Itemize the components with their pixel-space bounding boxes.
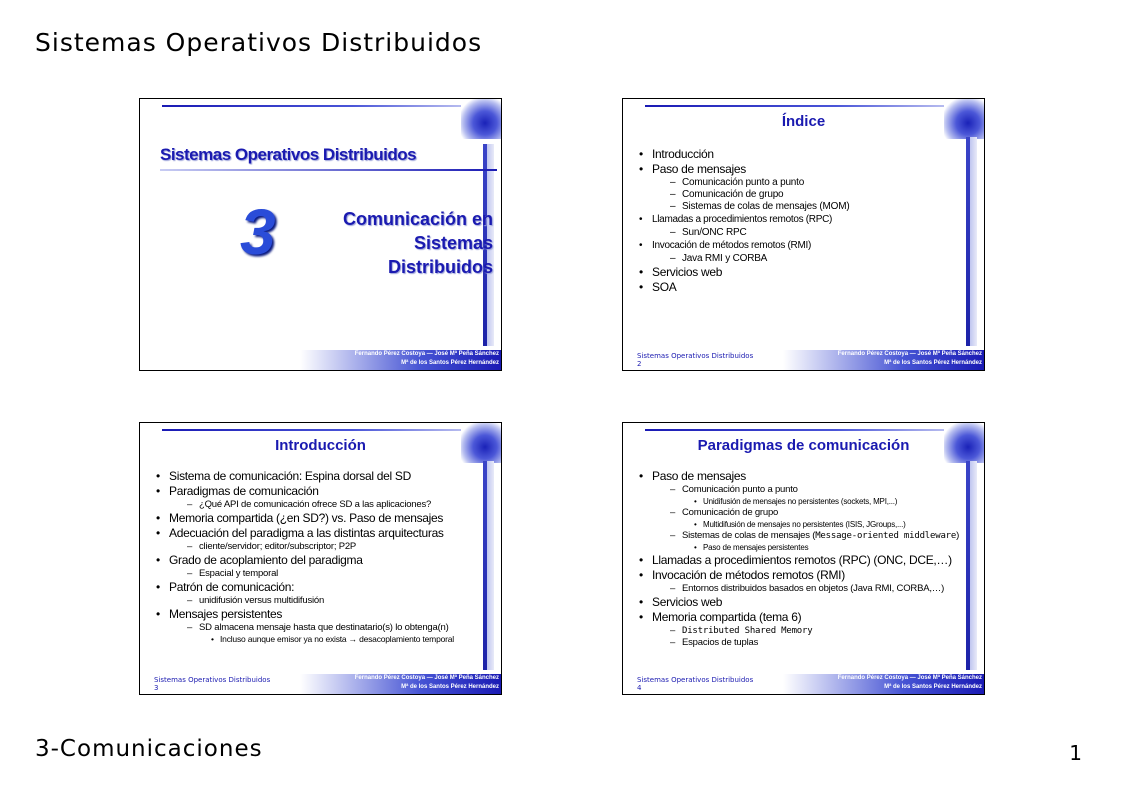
- sub-list: [169, 499, 454, 511]
- authors-line: Fernando Pérez Costoya — José Mª Peña Sánchez: [354, 675, 499, 681]
- term-text: Message-oriented middleware: [815, 531, 957, 541]
- authors-line: Mª de los Santos Pérez Hernández: [884, 360, 982, 366]
- sub-list-item: – Java RMI y CORBA: [670, 253, 850, 265]
- list-item: • Paso de mensajes – Comunicación punto a punto • Unidifusión de mensajes no persistentes (sockets, MPI,...) – Comunicación de grupo • Multidifusión de mensajes no persistentes (ISIS, JGroups,...) – Sistemas de colas de mensajes (Message-oriented middleware) • Paso de mensajes persistentes: [637, 469, 959, 553]
- sub-sub-list-item: • Unidifusión de mensajes no persistentes (sockets, MPI,...): [694, 496, 959, 507]
- page-title: Sistemas Operativos Distribuidos: [35, 28, 483, 57]
- course-name: Sistemas Operativos Distribuidos: [637, 352, 754, 360]
- subtitle-line: Sistemas: [413, 233, 493, 253]
- sub-sub-list: [682, 519, 959, 530]
- sub-list-item: – Comunicación de grupo: [670, 189, 850, 201]
- slide-top-line: [162, 105, 479, 107]
- slide-2-title: Índice: [781, 113, 826, 130]
- slide-footer-course: [637, 676, 753, 692]
- sub-list-item: – SD almacena mensaje hasta que destinatario(s) lo obtenga(n) • Incluso aunque emisor ya no exista → desacoplamiento temporal: [187, 622, 454, 645]
- index-list: [637, 147, 850, 295]
- list-item: • Patrón de comunicación: – unidifusión versus multidifusión: [154, 580, 454, 607]
- list-item: • Memoria compartida (¿en SD?) vs. Paso de mensajes: [154, 511, 454, 526]
- sub-sub-list: [682, 496, 959, 507]
- term-text: Distributed Shared Memory: [682, 626, 813, 636]
- page-number: 1: [1069, 741, 1082, 765]
- slide-1-subtitle: [343, 207, 493, 279]
- sub-list-item: – Sistemas de colas de mensajes (Message-oriented middleware) • Paso de mensajes persistentes: [670, 530, 959, 553]
- list-item: • Sistema de comunicación: Espina dorsal del SD: [154, 469, 454, 484]
- sub-list-item: [670, 625, 959, 637]
- course-name: Sistemas Operativos Distribuidos: [637, 676, 754, 684]
- authors-line: Fernando Pérez Costoya — José Mª Peña Sánchez: [354, 351, 499, 357]
- slide-3-thumbnail[interactable]: [139, 422, 502, 695]
- sub-list-item: – Sun/ONC RPC: [670, 227, 850, 239]
- list-item: • Llamadas a procedimientos remotos (RPC) – Sun/ONC RPC: [637, 213, 850, 239]
- list-item: • Paradigmas de comunicación – ¿Qué API de comunicación ofrece SD a las aplicaciones?: [154, 484, 454, 511]
- slide-footer-course: [637, 352, 753, 368]
- authors-line: Fernando Pérez Costoya — José Mª Peña Sánchez: [837, 675, 982, 681]
- sub-list: [169, 595, 454, 607]
- sub-list-item: – Espacial y temporal: [187, 568, 454, 580]
- list-item: • Adecuación del paradigma a las distintas arquitecturas – cliente/servidor; editor/subscriptor; P2P: [154, 526, 454, 553]
- list-item: • Invocación de métodos remotos (RMI) – Entornos distribuidos basados en objetos (Java RMI, CORBA,…): [637, 568, 959, 595]
- list-item: • Invocación de métodos remotos (RMI) – Java RMI y CORBA: [637, 239, 850, 265]
- slide-4-thumbnail[interactable]: [622, 422, 985, 695]
- authors-line: Mª de los Santos Pérez Hernández: [884, 684, 982, 690]
- authors-line: Mª de los Santos Pérez Hernández: [401, 684, 499, 690]
- right-bar-light: [970, 137, 977, 346]
- slide-number: 2: [637, 360, 642, 368]
- list-item: • Servicios web: [637, 595, 959, 610]
- right-bar-light: [487, 461, 494, 670]
- slide-authors: [355, 350, 499, 368]
- slide-1-thumbnail[interactable]: [139, 98, 502, 371]
- slide-authors: [838, 674, 982, 692]
- list-item: • Introducción: [637, 147, 850, 162]
- slide-2-thumbnail[interactable]: [622, 98, 985, 371]
- list-item: • Mensajes persistentes – SD almacena mensaje hasta que destinatario(s) lo obtenga(n) • Incluso aunque emisor ya no exista → desacoplamiento temporal: [154, 607, 454, 645]
- title-underline: [160, 169, 497, 171]
- list-item: • Servicios web: [637, 265, 850, 280]
- authors-line: Fernando Pérez Costoya — José Mª Peña Sánchez: [837, 351, 982, 357]
- right-bar: [966, 137, 970, 346]
- slide-number: 4: [637, 684, 642, 692]
- page-footer: 3-Comunicaciones: [35, 736, 263, 762]
- slide-footer-course: [154, 676, 270, 692]
- paradigms-list: [637, 469, 959, 649]
- sub-list: [652, 583, 959, 595]
- sub-list-item: – Sistemas de colas de mensajes (MOM): [670, 201, 850, 213]
- sub-list: [169, 568, 454, 580]
- sub-sub-list: [199, 634, 454, 645]
- sub-list-item: – ¿Qué API de comunicación ofrece SD a las aplicaciones?: [187, 499, 454, 511]
- list-item: • Paso de mensajes – Comunicación punto a punto – Comunicación de grupo – Sistemas de colas de mensajes (MOM): [637, 162, 850, 213]
- sub-list-item: – Entornos distribuidos basados en objetos (Java RMI, CORBA,…): [670, 583, 959, 595]
- slide-top-line: [645, 429, 962, 431]
- sub-list: [652, 177, 850, 213]
- sub-list: [169, 541, 454, 553]
- list-item: • Grado de acoplamiento del paradigma – Espacial y temporal: [154, 553, 454, 580]
- sub-list: [652, 484, 959, 553]
- sub-list-item: – Comunicación de grupo • Multidifusión de mensajes no persistentes (ISIS, JGroups,...): [670, 507, 959, 530]
- sub-list: [652, 227, 850, 239]
- sub-list-item: – Espacios de tuplas: [670, 637, 959, 649]
- corner-decoration: [461, 99, 501, 139]
- slide-authors: [355, 674, 499, 692]
- course-name: Sistemas Operativos Distribuidos: [154, 676, 271, 684]
- right-bar-light: [970, 461, 977, 670]
- sub-sub-list-item: • Incluso aunque emisor ya no exista → desacoplamiento temporal: [211, 634, 454, 645]
- slide-4-title: Paradigmas de comunicación: [697, 437, 910, 454]
- slide-authors: [838, 350, 982, 368]
- intro-list: [154, 469, 454, 645]
- list-item: • Memoria compartida (tema 6) – Distributed Shared Memory – Espacios de tuplas: [637, 610, 959, 649]
- sub-list: [652, 625, 959, 649]
- list-item: • Llamadas a procedimientos remotos (RPC) (ONC, DCE,…): [637, 553, 959, 568]
- subtitle-line: Distribuidos: [387, 257, 493, 277]
- sub-list: [652, 253, 850, 265]
- sub-sub-list-item: • Paso de mensajes persistentes: [694, 542, 959, 553]
- sub-list-item: – unidifusión versus multidifusión: [187, 595, 454, 607]
- slide-3-title: Introducción: [275, 437, 366, 454]
- authors-line: Mª de los Santos Pérez Hernández: [401, 360, 499, 366]
- chapter-number: 3: [240, 196, 276, 268]
- subtitle-line: Comunicación en: [342, 209, 493, 229]
- sub-sub-list: [682, 542, 959, 553]
- slide-top-line: [162, 429, 479, 431]
- sub-list-item: – Comunicación punto a punto: [670, 177, 850, 189]
- right-bar: [966, 461, 970, 670]
- sub-sub-list-item: • Multidifusión de mensajes no persistentes (ISIS, JGroups,...): [694, 519, 959, 530]
- sub-list: [169, 622, 454, 645]
- sub-list-item: – cliente/servidor; editor/subscriptor; P2P: [187, 541, 454, 553]
- sub-list-item: – Comunicación punto a punto • Unidifusión de mensajes no persistentes (sockets, MPI,...): [670, 484, 959, 507]
- slide-number: 3: [154, 684, 159, 692]
- slide-1-title: Sistemas Operativos Distribuidos: [160, 145, 417, 164]
- slide-top-line: [645, 105, 962, 107]
- list-item: • SOA: [637, 280, 850, 295]
- right-bar: [483, 461, 487, 670]
